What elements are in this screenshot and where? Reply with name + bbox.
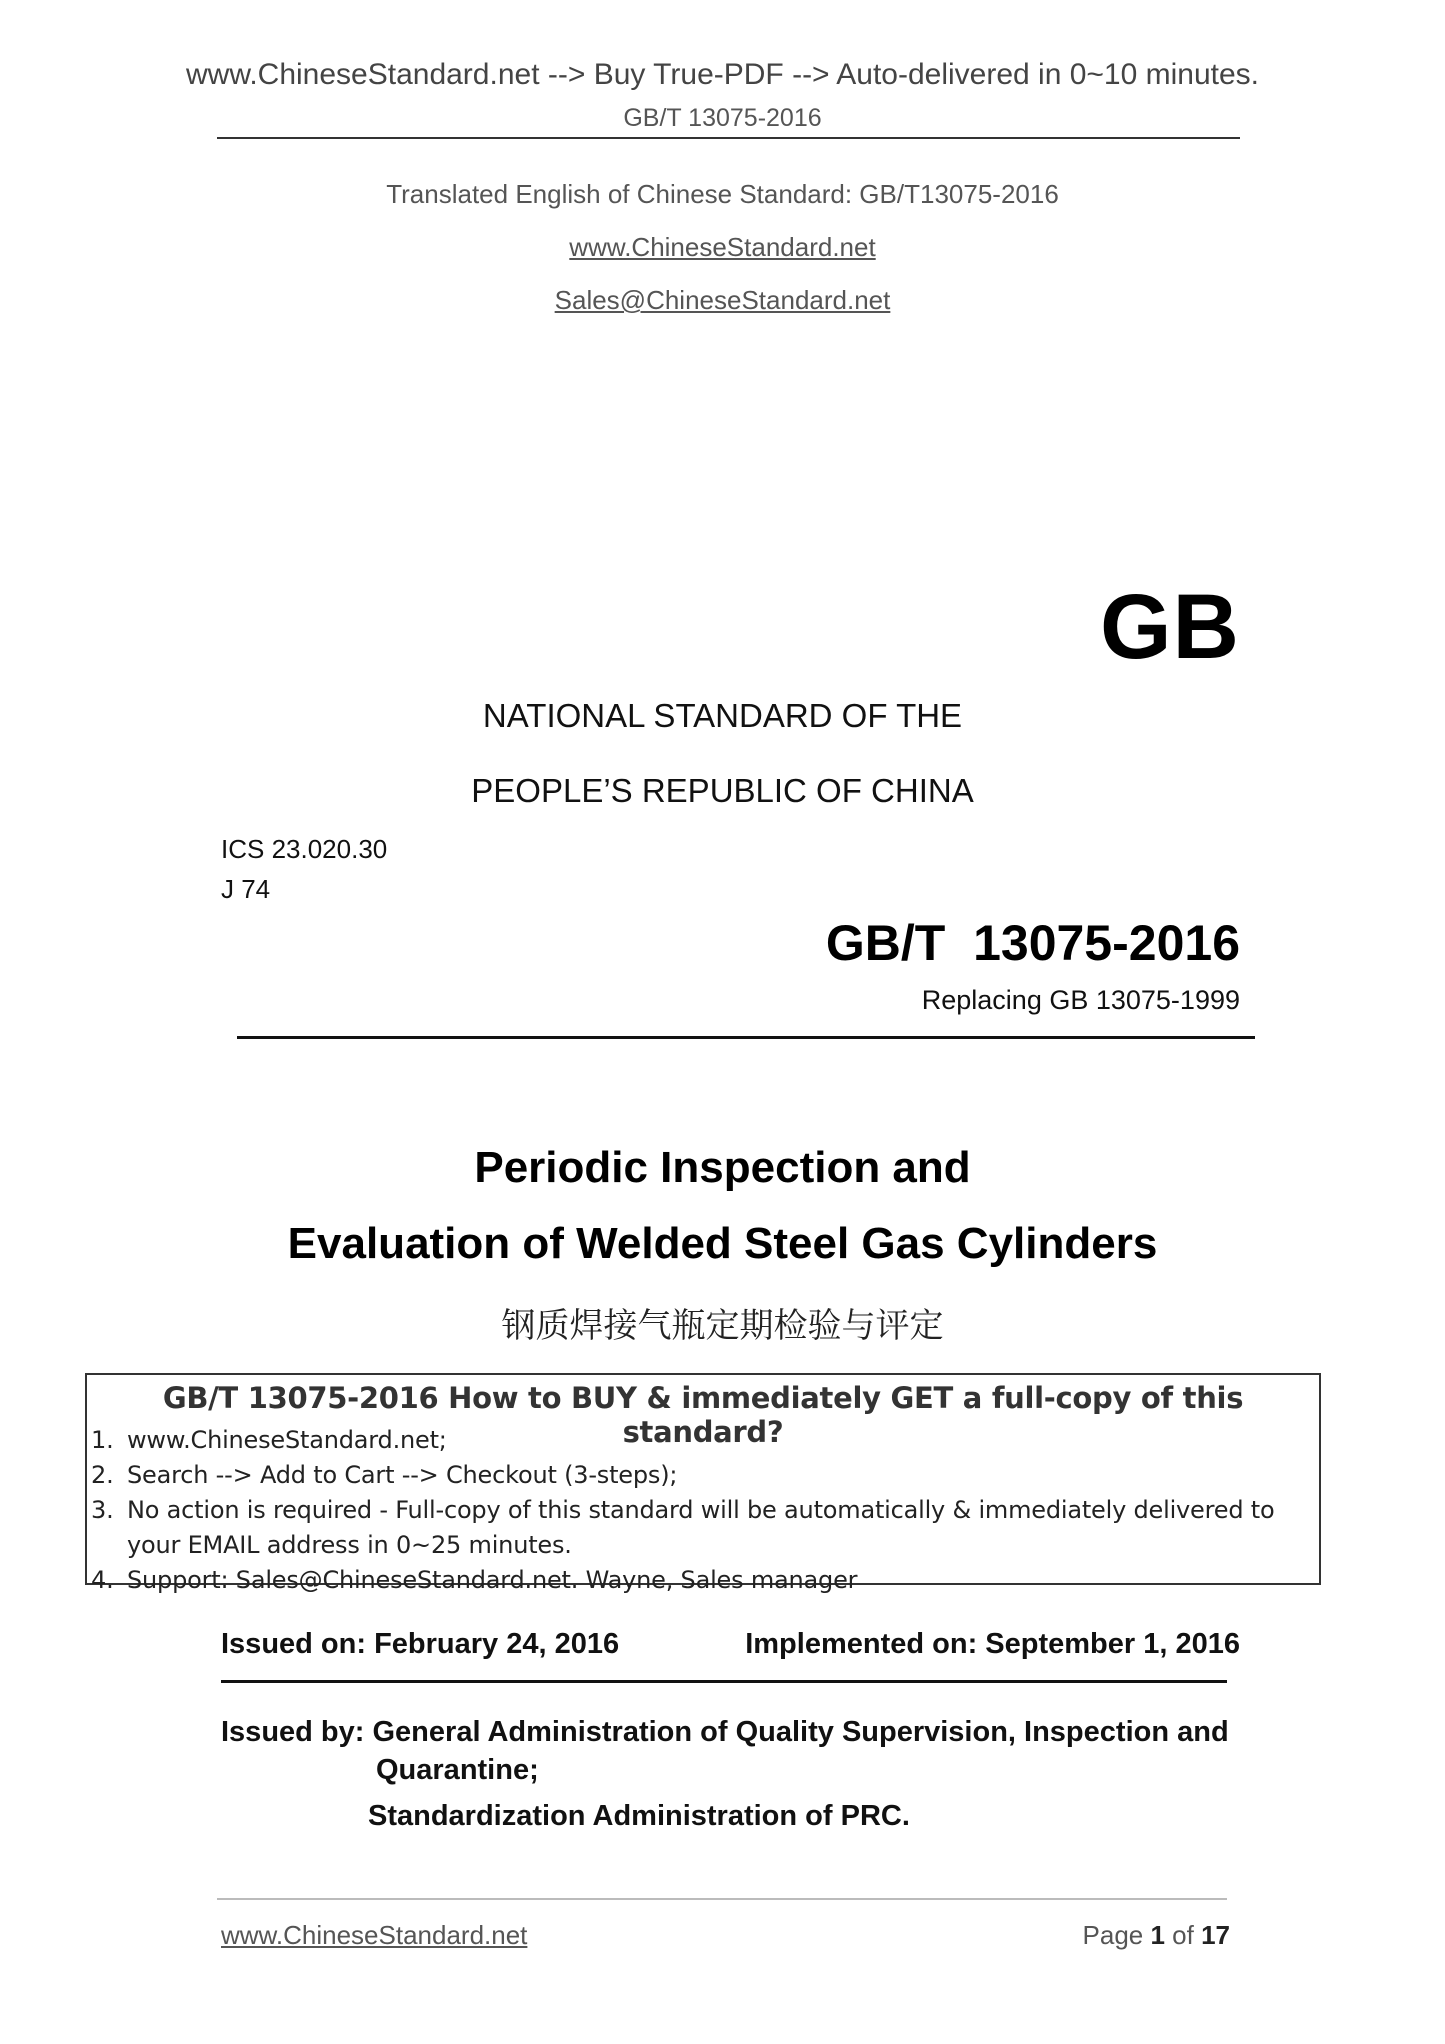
classification-code: J 74 (221, 874, 271, 904)
issuer-block (221, 1713, 1251, 1835)
document-title-line1: Periodic Inspection and (474, 1143, 971, 1192)
dates-divider (221, 1680, 1227, 1683)
ics-code: ICS 23.020.30 (221, 834, 388, 864)
issuer-line3: Standardization Administration of PRC. (368, 1800, 910, 1832)
document-title-chinese: 钢质焊接气瓶定期检验与评定 (501, 1306, 944, 1346)
footer-website-link[interactable]: www.ChineseStandard.net (221, 1920, 528, 1950)
buy-steps-list (91, 1423, 1309, 1598)
buy-step-text[interactable]: www.ChineseStandard.net; (127, 1426, 447, 1454)
page-current: 1 (1150, 1920, 1165, 1950)
page-of: of (1164, 1920, 1202, 1950)
national-standard-line2: PEOPLE’S REPUBLIC OF CHINA (471, 772, 974, 809)
buy-instructions-box (85, 1373, 1321, 1594)
buy-step-number: 4. (91, 1566, 114, 1594)
page-total: 17 (1201, 1920, 1230, 1950)
buy-step-number: 2. (91, 1461, 114, 1489)
issued-on-date: Issued on: February 24, 2016 (221, 1628, 620, 1660)
cover-divider (237, 1036, 1255, 1039)
implemented-on-date: Implemented on: September 1, 2016 (745, 1628, 1240, 1660)
header-doc-code: GB/T 13075-2016 (623, 104, 822, 132)
issuer-label: Issued by: (221, 1716, 373, 1748)
buy-heading: GB/T 13075-2016 How to BUY & immediately GET a full-copy of this standard? (162, 1381, 1244, 1449)
email-link[interactable]: Sales@ChineseStandard.net (554, 285, 891, 315)
footer-divider (217, 1898, 1227, 1900)
page-number (1000, 1920, 1230, 1951)
buy-step (91, 1493, 1309, 1563)
header-banner: www.ChineseStandard.net --> Buy True-PDF --> Auto-delivered in 0~10 minutes. (185, 58, 1260, 91)
standard-code: GB/T 13075-2016 (825, 915, 1240, 971)
buy-step-text: Search --> Add to Cart --> Checkout (3-steps); (127, 1461, 678, 1489)
issuer-line1: General Administration of Quality Supervision, Inspection and (372, 1716, 1229, 1748)
buy-step (91, 1458, 1309, 1493)
replacing-note: Replacing GB 13075-1999 (921, 985, 1240, 1015)
header-divider (217, 137, 1240, 139)
website-link[interactable]: www.ChineseStandard.net (569, 232, 876, 262)
website-link-container (0, 232, 1445, 263)
document-title-line2: Evaluation of Welded Steel Gas Cylinders (287, 1219, 1158, 1268)
footer-link-container (221, 1920, 527, 1951)
gb-logo: GB (1100, 576, 1240, 678)
buy-step-text: No action is required - Full-copy of this standard will be automatically & immediately delivered to your EMAIL address in 0~25 minutes. (127, 1496, 1275, 1559)
page-label: Page (1082, 1920, 1151, 1950)
buy-step (91, 1563, 1309, 1598)
email-link-container (0, 285, 1445, 316)
buy-step (91, 1423, 1309, 1458)
buy-step-number: 3. (91, 1496, 114, 1524)
national-standard-line1: NATIONAL STANDARD OF THE (482, 697, 963, 734)
translated-note: Translated English of Chinese Standard: GB/T13075-2016 (386, 179, 1059, 209)
issuer-line2: Quarantine; (376, 1754, 539, 1786)
buy-step-number: 1. (91, 1426, 114, 1454)
buy-step-text: Support: Sales@ChineseStandard.net. Wayne, Sales manager (127, 1566, 858, 1594)
